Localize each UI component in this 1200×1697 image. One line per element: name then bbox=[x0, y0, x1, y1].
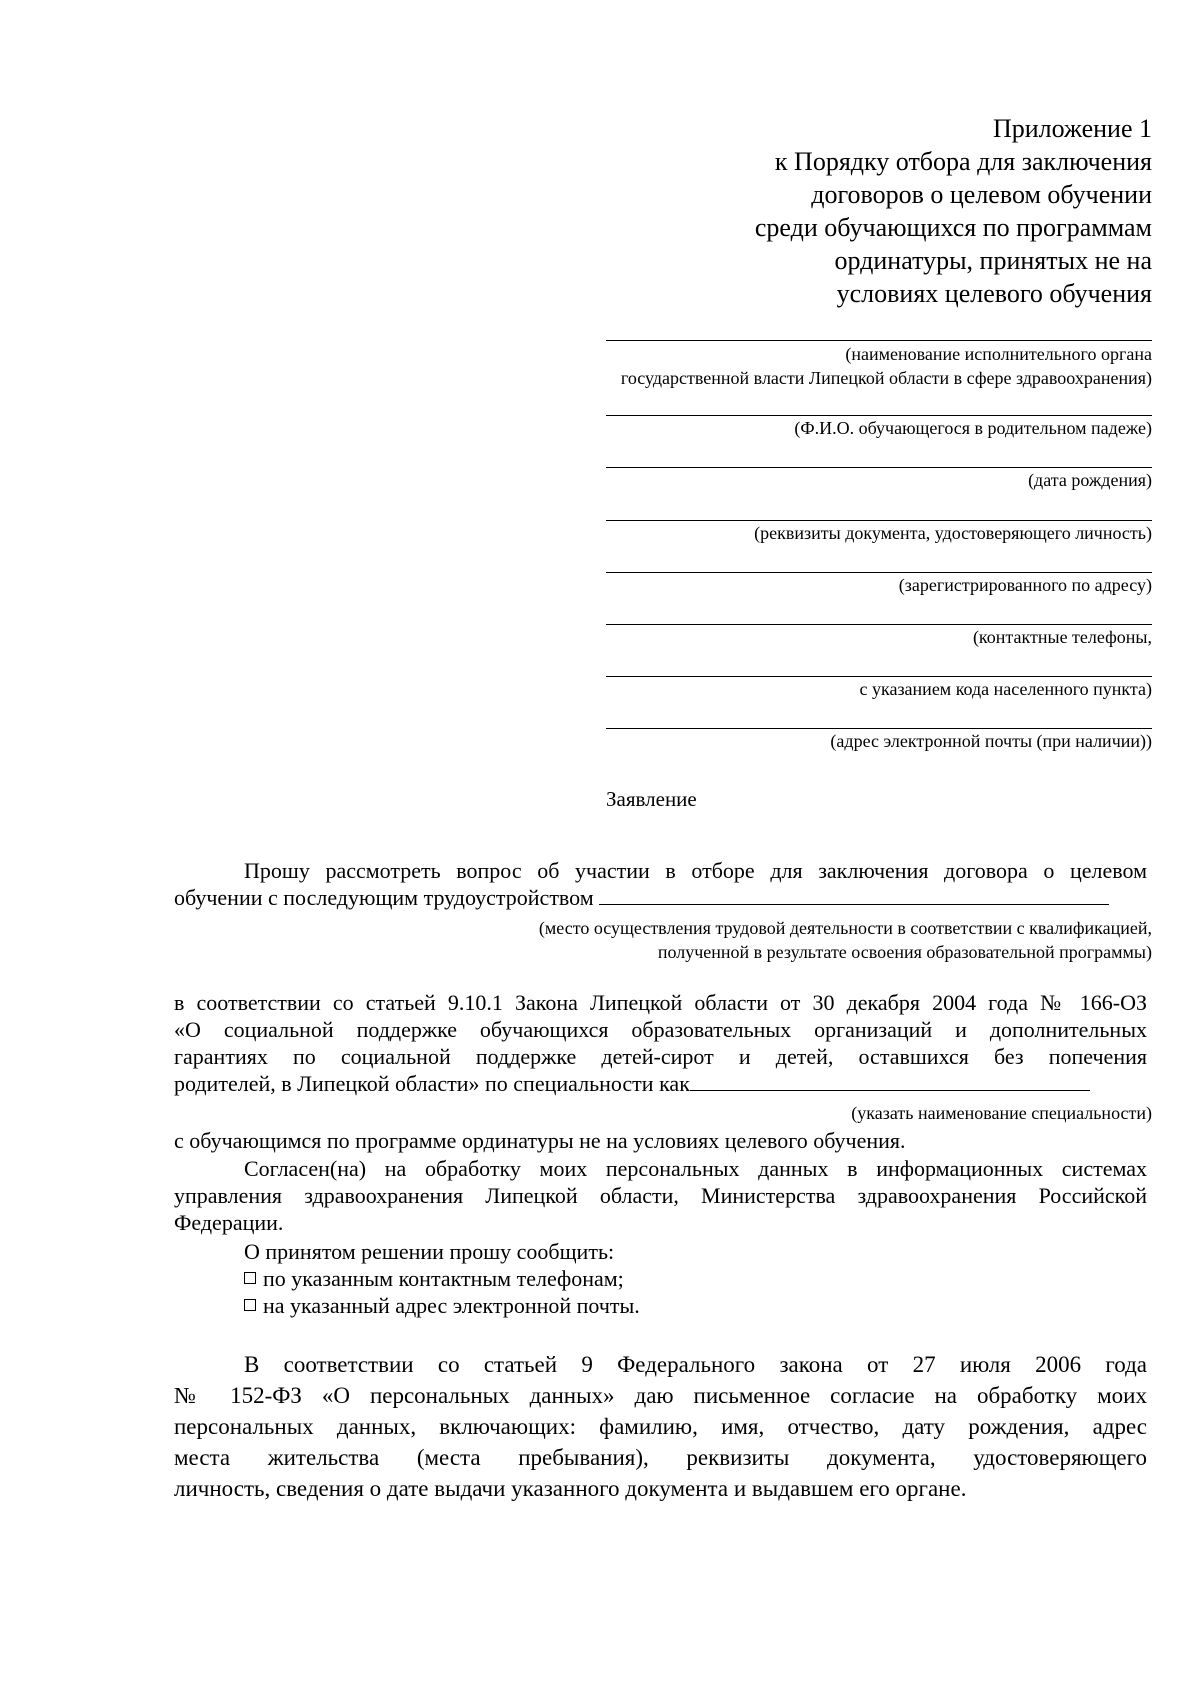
law-line-3: гарантиях по социальной поддержке детей-сирот и детей, оставшихся без попечения bbox=[174, 1044, 1147, 1069]
phone-checkbox[interactable] bbox=[244, 1272, 256, 1284]
phones-field-line[interactable] bbox=[606, 624, 1152, 625]
consent-paragraph bbox=[174, 1155, 1147, 1236]
identity-document-field-line[interactable] bbox=[606, 520, 1152, 521]
email-field-line[interactable] bbox=[606, 728, 1152, 729]
personal-data-line-5: личность, сведения о дате выдачи указанного документа и выдавшем его органе. bbox=[174, 1476, 967, 1501]
option-phone-label: по указанным контактным телефонам; bbox=[263, 1266, 624, 1291]
authority-field-line[interactable] bbox=[606, 340, 1152, 341]
option-email-label: на указанный адрес электронной почты. bbox=[263, 1293, 640, 1318]
phones-code-field-line[interactable] bbox=[606, 676, 1152, 677]
option-email[interactable] bbox=[174, 1292, 1147, 1319]
email-caption: (адрес электронной почты (при наличии)) bbox=[830, 731, 1152, 751]
law-paragraph-end bbox=[174, 1127, 1147, 1154]
fio-field-line[interactable] bbox=[606, 415, 1152, 416]
law-line-4 bbox=[174, 1070, 1147, 1097]
specialty-caption: (указать наименование специальности) bbox=[851, 1103, 1152, 1123]
email-checkbox[interactable] bbox=[244, 1299, 256, 1311]
law-paragraph bbox=[174, 989, 1147, 1097]
personal-data-line-4: места жительства (места пребывания), реквизиты документа, удостоверяющего bbox=[174, 1445, 1147, 1470]
appendix-header bbox=[592, 112, 1152, 310]
personal-data-line-3: персональных данных, включающих: фамилию, имя, отчество, дату рождения, адрес bbox=[174, 1414, 1147, 1439]
personal-data-line-1: В соответствии со статьей 9 Федерального закона от 27 июля 2006 года bbox=[244, 1352, 1147, 1377]
law-line-5: с обучающимся по программе ординатуры не на условиях целевого обучения. bbox=[174, 1128, 906, 1153]
personal-data-line-2: № 152-ФЗ «О персональных данных» даю письменное согласие на обработку моих bbox=[174, 1383, 1147, 1408]
law-line-4-text: родителей, в Липецкой области» по специальности как bbox=[174, 1071, 690, 1096]
appendix-line: Приложение 1 bbox=[992, 114, 1152, 143]
appendix-line: ординатуры, принятых не на bbox=[834, 246, 1152, 275]
specialty-field-line[interactable] bbox=[690, 1072, 1090, 1091]
notification-intro: О принятом решении прошу сообщить: bbox=[244, 1239, 615, 1264]
request-line-1: Прошу рассмотреть вопрос об участии в отборе для заключения договора о целевом bbox=[244, 858, 1147, 883]
appendix-line: условиях целевого обучения bbox=[836, 279, 1152, 308]
request-line-2 bbox=[174, 884, 1147, 911]
phones-caption: (контактные телефоны, bbox=[972, 627, 1152, 647]
request-line-2-text: обучении с последующим трудоустройством bbox=[174, 885, 594, 910]
workplace-caption-1: (место осуществления трудовой деятельности в соответствии с квалификацией, bbox=[538, 918, 1152, 938]
fio-caption: (Ф.И.О. обучающегося в родительном падеже) bbox=[794, 418, 1152, 438]
consent-line-3: Федерации. bbox=[174, 1210, 284, 1235]
request-paragraph bbox=[174, 857, 1147, 911]
consent-line-2: управления здравоохранения Липецкой области, Министерства здравоохранения Российской bbox=[174, 1183, 1147, 1208]
appendix-line: договоров о целевом обучении bbox=[811, 180, 1152, 209]
birth-date-field-line[interactable] bbox=[606, 467, 1152, 468]
personal-data-paragraph bbox=[174, 1349, 1147, 1504]
appendix-line: среди обучающихся по программам bbox=[754, 213, 1152, 242]
appendix-line: к Порядку отбора для заключения bbox=[774, 147, 1152, 176]
option-phone[interactable] bbox=[174, 1265, 1147, 1292]
law-line-2: «О социальной поддержке обучающихся образовательных организаций и дополнительных bbox=[174, 1017, 1147, 1042]
consent-line-1: Согласен(на) на обработку моих персональных данных в информационных системах bbox=[244, 1156, 1147, 1181]
workplace-caption-2: полученной в результате освоения образовательной программы) bbox=[657, 942, 1152, 962]
law-line-1: в соответствии со статьей 9.10.1 Закона Липецкой области от 30 декабря 2004 года № 166-ОЗ bbox=[174, 990, 1147, 1015]
notification-paragraph bbox=[174, 1238, 1147, 1319]
workplace-field-line[interactable] bbox=[599, 886, 1109, 905]
statement-title: Заявление bbox=[606, 787, 697, 811]
authority-caption-1: (наименование исполнительного органа bbox=[845, 344, 1152, 364]
address-caption: (зарегистрированного по адресу) bbox=[898, 575, 1152, 595]
identity-document-caption: (реквизиты документа, удостоверяющего личность) bbox=[754, 523, 1152, 543]
birth-date-caption: (дата рождения) bbox=[1028, 470, 1152, 490]
authority-caption-2: государственной власти Липецкой области в сфере здравоохранения) bbox=[620, 368, 1152, 388]
address-field-line[interactable] bbox=[606, 572, 1152, 573]
phones-code-caption: с указанием кода населенного пункта) bbox=[859, 679, 1152, 699]
